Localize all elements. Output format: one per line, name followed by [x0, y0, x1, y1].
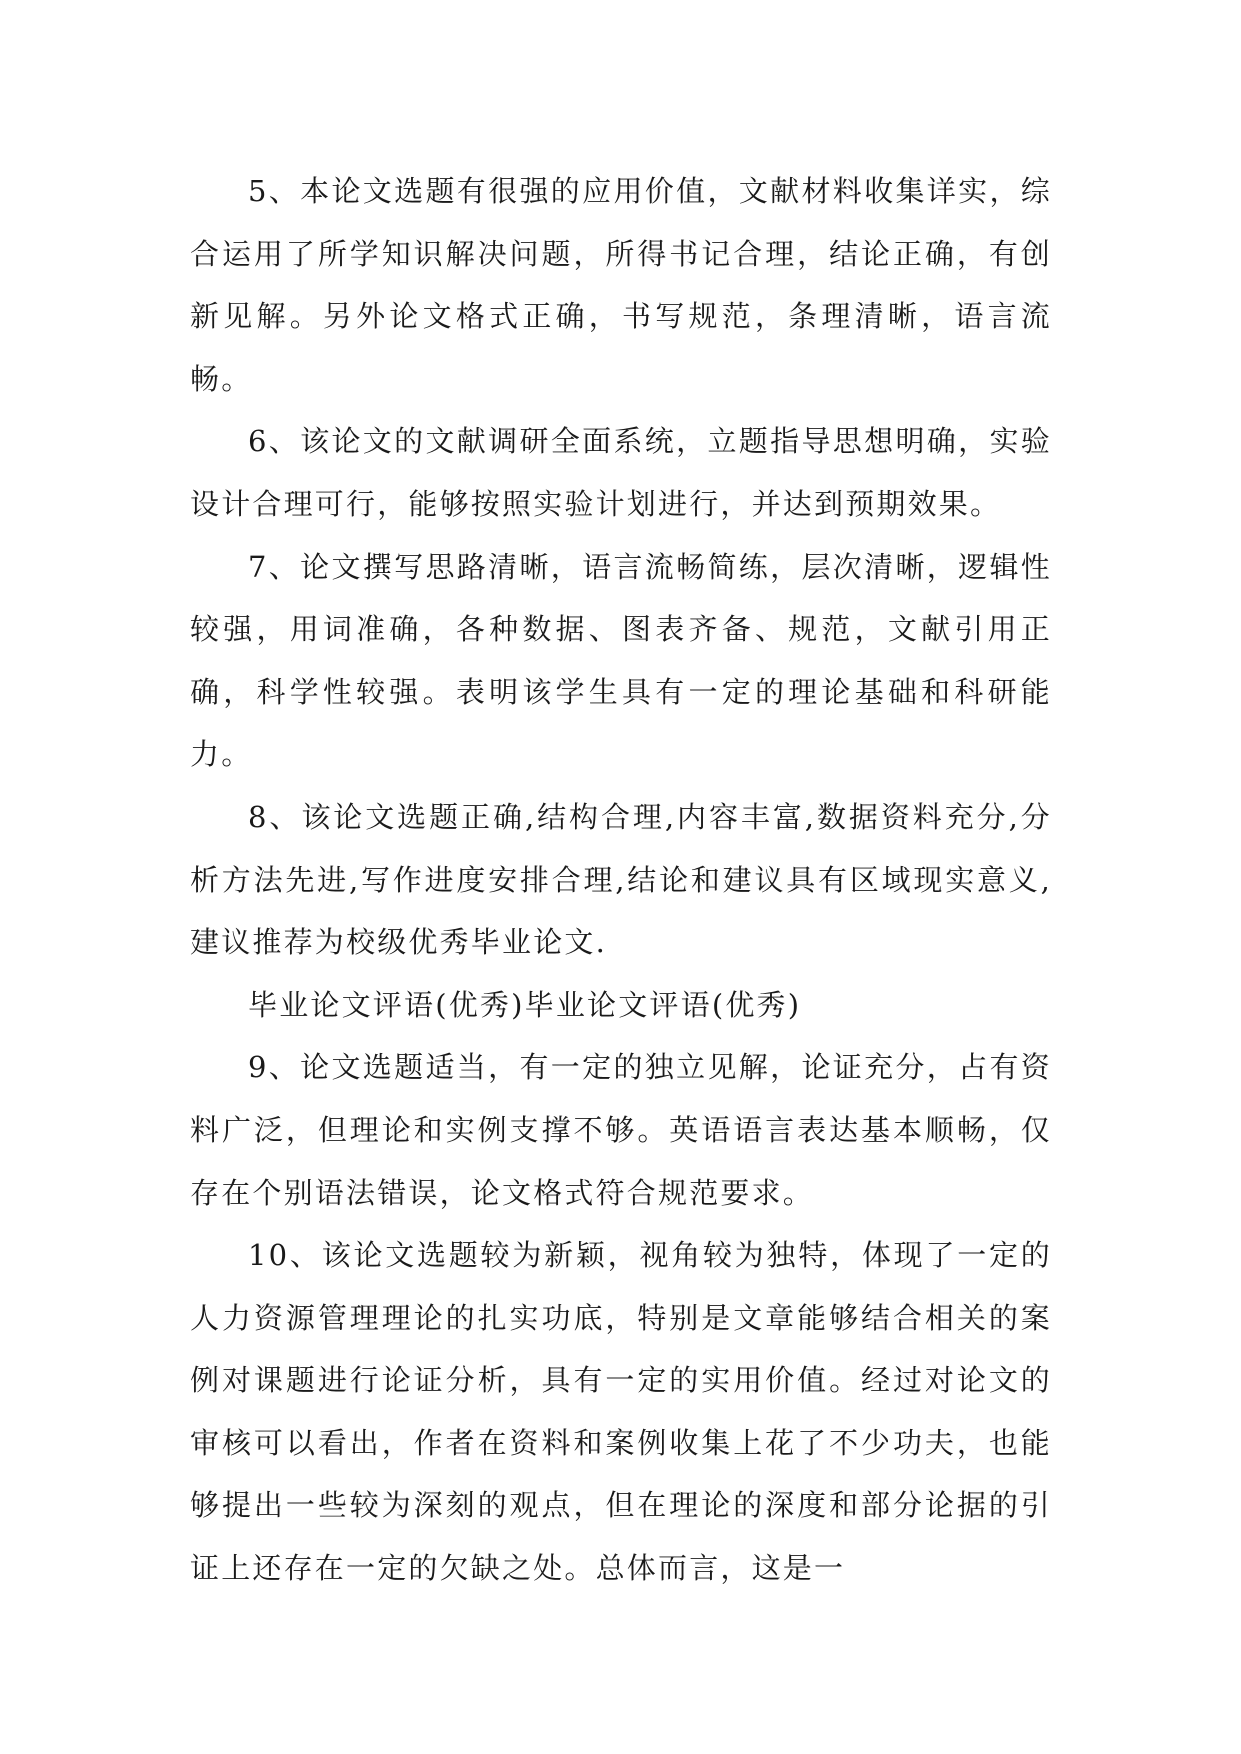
paragraph-8: 8、该论文选题正确,结构合理,内容丰富,数据资料充分,分析方法先进,写作进度安排合理,结论和建议具有区域现实意义,建议推荐为校级优秀毕业论文.: [190, 799, 1052, 960]
paragraph-9: 9、论文选题适当，有一定的独立见解，论证充分，占有资料广泛，但理论和实例支撑不够。英语语言表达基本顺畅，仅存在个别语法错误，论文格式符合规范要求。: [190, 1050, 1052, 1210]
paragraph-7: 7、论文撰写思路清晰，语言流畅简练，层次清晰，逻辑性较强，用词准确，各种数据、图表齐备、规范，文献引用正确，科学性较强。表明该学生具有一定的理论基础和科研能力。: [190, 549, 1052, 772]
paragraph-5: 5、本论文选题有很强的应用价值，文献材料收集详实，综合运用了所学知识解决问题，所得书记合理，结论正确，有创新见解。另外论文格式正确，书写规范，条理清晰，语言流畅。: [190, 174, 1052, 396]
document-body: [190, 160, 1052, 1600]
paragraph-6: 6、该论文的文献调研全面系统，立题指导思想明确，实验设计合理可行，能够按照实验计划进行，并达到预期效果。: [190, 424, 1052, 521]
paragraph-10: 10、该论文选题较为新颖，视角较为独特，体现了一定的人力资源管理理论的扎实功底，特别是文章能够结合相关的案例对课题进行论证分析，具有一定的实用价值。经过对论文的审核可以看出，作者在资料和案例收集上花了不少功夫，也能够提出一些较为深刻的观点，但在理论的深度和部分论据的引证上还存在一定的欠缺之处。总体而言，这是一: [190, 1238, 1052, 1586]
section-heading: 毕业论文评语(优秀)毕业论文评语(优秀): [248, 987, 802, 1022]
